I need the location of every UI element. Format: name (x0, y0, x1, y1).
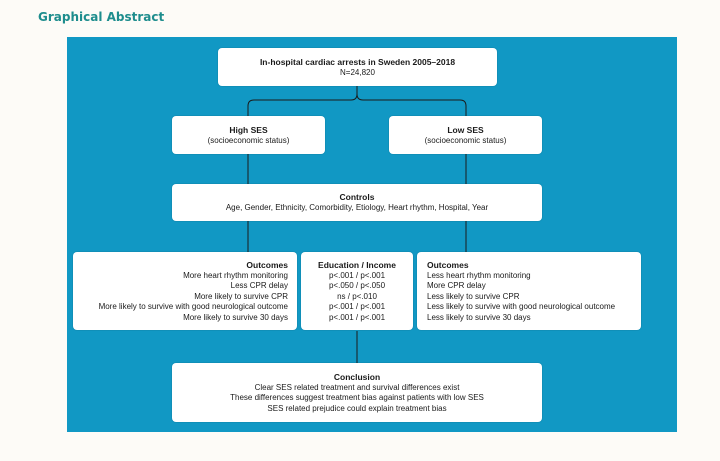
controls-title: Controls (339, 192, 375, 202)
conclusion-item: Clear SES related treatment and survival differences exist (254, 382, 460, 392)
p-value-item: ns / p<.010 (337, 291, 377, 301)
study-population-title: In-hospital cardiac arrests in Sweden 2005–2018 (259, 57, 456, 67)
study-population-count: N=24,820 (340, 67, 375, 77)
outcomes-low-box (417, 252, 641, 330)
outcomes-low-item: More CPR delay (427, 281, 486, 290)
outcomes-high-item: More heart rhythm monitoring (183, 270, 288, 280)
outcomes-low-item: Less likely to survive with good neurological outcome (427, 302, 616, 311)
high-ses-box (172, 116, 325, 154)
conclusion-title: Conclusion (333, 372, 381, 382)
conclusion-item: SES related prejudice could explain treatment bias (267, 403, 447, 413)
high-ses-subtitle: (socioeconomic status) (207, 135, 290, 145)
conclusion-item: These differences suggest treatment bias against patients with low SES (230, 393, 484, 402)
outcomes-high-item: More likely to survive CPR (194, 291, 288, 301)
outcomes-high-item: Less CPR delay (230, 281, 288, 290)
outcomes-high-item: More likely to survive 30 days (183, 312, 288, 322)
p-value-item: p<.001 / p<.001 (328, 270, 386, 280)
outcomes-high-box (73, 252, 297, 330)
p-value-item: p<.050 / p<.050 (328, 281, 386, 290)
outcomes-low-item: Less likely to survive CPR (427, 291, 520, 301)
education-income-box (301, 252, 413, 330)
outcomes-high-item: More likely to survive with good neurological outcome (98, 302, 288, 311)
outcomes-low-title: Outcomes (427, 260, 469, 270)
graphical-abstract-title: Graphical Abstract (38, 10, 165, 24)
low-ses-box (389, 116, 542, 154)
controls-text: Age, Gender, Ethnicity, Comorbidity, Etiology, Heart rhythm, Hospital, Year (225, 202, 489, 212)
controls-box (172, 184, 542, 221)
low-ses-subtitle: (socioeconomic status) (424, 135, 507, 145)
study-population-box (218, 48, 497, 86)
education-income-title: Education / Income (318, 260, 396, 270)
outcomes-low-item: Less likely to survive 30 days (427, 312, 531, 322)
low-ses-title: Low SES (447, 125, 484, 135)
p-value-item: p<.001 / p<.001 (328, 302, 386, 311)
conclusion-box (172, 363, 542, 422)
high-ses-title: High SES (229, 125, 268, 135)
top-bracket-line (248, 86, 466, 116)
outcomes-high-title: Outcomes (246, 260, 288, 270)
outcomes-low-item: Less heart rhythm monitoring (427, 270, 531, 280)
p-value-item: p<.001 / p<.001 (328, 312, 386, 322)
